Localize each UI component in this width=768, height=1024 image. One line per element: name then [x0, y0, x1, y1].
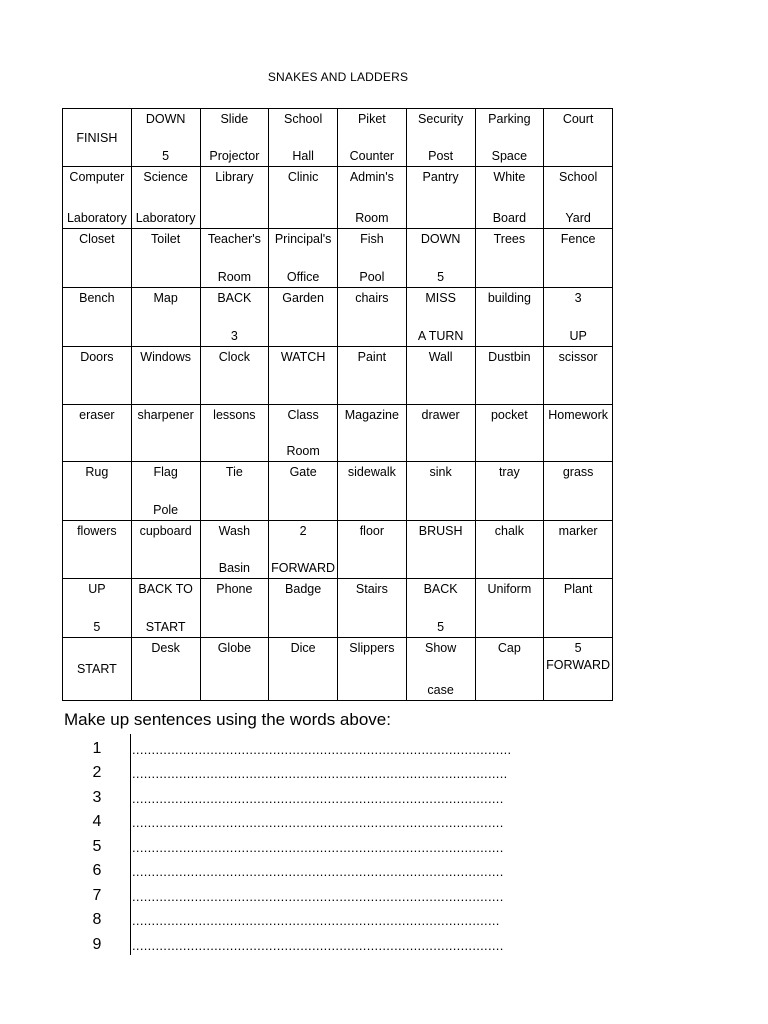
- cell-label: Bench: [79, 291, 115, 305]
- board-cell: [269, 405, 338, 462]
- board-cell: [406, 521, 475, 579]
- cell-label-line2: 5: [162, 149, 170, 163]
- cell-label-line2: Room: [217, 270, 252, 284]
- board-cell: [475, 405, 544, 462]
- line-number: 3: [92, 788, 102, 806]
- cell-label: Paint: [357, 350, 387, 364]
- cell-label: Wall: [428, 350, 453, 364]
- cell-label: Dustbin: [488, 350, 531, 364]
- answer-line[interactable]: [86, 734, 566, 759]
- cell-label-line1: DOWN: [145, 112, 186, 126]
- dotted-writing-line[interactable]: ...............................................................................................: [132, 864, 504, 879]
- cell-label: Windows: [140, 350, 191, 364]
- board-cell: [200, 109, 269, 167]
- board-cell: [200, 229, 269, 288]
- board-cell: [200, 638, 269, 701]
- cell-label-line2: 5: [437, 620, 445, 634]
- board-cell: [131, 638, 200, 701]
- cell-label-line1: Security: [418, 112, 464, 126]
- board-cell: [544, 167, 613, 229]
- cell-label-line2: Basin: [218, 561, 251, 575]
- cell-label: Pantry: [422, 170, 459, 184]
- cell-label-line2: Hall: [292, 149, 314, 163]
- board-cell: [475, 347, 544, 405]
- board-cell: [544, 347, 613, 405]
- board-cell: [63, 167, 132, 229]
- cell-label: drawer: [421, 408, 460, 422]
- board-cell: [406, 347, 475, 405]
- board-cell: [406, 638, 475, 701]
- board-cell: [63, 109, 132, 167]
- cell-label-line1: Fish: [360, 232, 384, 246]
- cell-label-line2: Pool: [359, 270, 385, 284]
- board-cell: [63, 521, 132, 579]
- cell-label: Closet: [79, 232, 115, 246]
- cell-label: sink: [429, 465, 452, 479]
- cell-label: Library: [215, 170, 254, 184]
- cell-label-line1: Computer: [69, 170, 125, 184]
- board-cell: [544, 229, 613, 288]
- board-cell: [338, 167, 407, 229]
- snakes-and-ladders-board: [62, 108, 613, 701]
- cell-label-line2: Post: [428, 149, 454, 163]
- cell-label: tray: [498, 465, 520, 479]
- cell-label: Tie: [225, 465, 243, 479]
- cell-label-line2: Projector: [209, 149, 260, 163]
- cell-label-line1: Piket: [357, 112, 386, 126]
- cell-label: Slippers: [349, 641, 395, 655]
- line-number: 9: [92, 935, 102, 953]
- answer-line[interactable]: [86, 930, 566, 955]
- board-row: [63, 521, 613, 579]
- cell-label: sharpener: [137, 408, 194, 422]
- cell-label-line1: BACK TO: [138, 582, 193, 596]
- board-cell: [131, 579, 200, 638]
- dotted-writing-line[interactable]: ...............................................................................................: [132, 839, 504, 855]
- board-row: [63, 405, 613, 462]
- board-cell: [406, 405, 475, 462]
- answer-line[interactable]: [86, 759, 566, 784]
- cell-label: Clock: [218, 350, 250, 364]
- cell-label-line1: Wash: [218, 524, 251, 538]
- cell-label-line1: 3: [574, 291, 582, 305]
- board-cell: [338, 288, 407, 347]
- cell-label-line2: START: [145, 620, 186, 634]
- cell-label: marker: [558, 524, 598, 538]
- board-row: [63, 229, 613, 288]
- board-cell: [338, 579, 407, 638]
- board-cell: [131, 347, 200, 405]
- line-number: 1: [92, 739, 102, 757]
- board-cell: [131, 109, 200, 167]
- cell-label: Rug: [85, 465, 109, 479]
- cell-label-line1: Flag: [153, 465, 178, 479]
- board-cell: [544, 521, 613, 579]
- cell-label: Fence: [560, 232, 596, 246]
- cell-label: Trees: [493, 232, 526, 246]
- answer-line[interactable]: [86, 832, 566, 857]
- board-cell: [475, 167, 544, 229]
- line-number: 6: [92, 862, 102, 879]
- cell-label-line1: BACK: [217, 291, 252, 305]
- board-row: [63, 462, 613, 521]
- dotted-writing-line[interactable]: ...............................................................................................: [132, 815, 504, 830]
- board-cell: [544, 638, 613, 701]
- board-cell: [200, 347, 269, 405]
- cell-label-line2: A TURN: [417, 329, 464, 343]
- cell-label-line2: Laboratory: [66, 211, 127, 225]
- cell-label-line2: Yard: [565, 211, 591, 225]
- cell-label-line2: Board: [492, 211, 527, 225]
- board-cell: [338, 347, 407, 405]
- board-cell: [131, 405, 200, 462]
- board-cell: [475, 579, 544, 638]
- board-cell: [63, 579, 132, 638]
- cell-label: Globe: [217, 641, 252, 655]
- board-cell: [131, 167, 200, 229]
- cell-label-line2: 5: [437, 270, 445, 284]
- cell-label: Court: [562, 112, 594, 126]
- board-cell: [200, 462, 269, 521]
- cell-label: floor: [359, 524, 385, 538]
- cell-label: Stairs: [355, 582, 388, 596]
- board-cell: [131, 462, 200, 521]
- answer-line[interactable]: [86, 857, 566, 882]
- cell-label-line2: Office: [286, 270, 320, 284]
- board-cell: [131, 229, 200, 288]
- cell-label-line2: Room: [286, 444, 320, 458]
- page-title: SNAKES AND LADDERS: [267, 70, 409, 84]
- dotted-writing-line[interactable]: ..............................................................................................: [132, 913, 500, 928]
- cell-label-line2: Room: [355, 211, 389, 225]
- cell-label: Map: [153, 291, 178, 305]
- board-cell: [269, 229, 338, 288]
- cell-label: Clinic: [287, 170, 319, 184]
- cell-label: Desk: [151, 641, 180, 655]
- cell-label-line1: Class: [287, 408, 319, 422]
- exercise-prompt: Make up sentences using the words above:: [64, 710, 391, 729]
- cell-label: WATCH: [280, 350, 326, 364]
- cell-label-line1: School: [284, 112, 323, 126]
- board-row: [63, 288, 613, 347]
- board-cell: [269, 167, 338, 229]
- board-row: [63, 638, 613, 701]
- cell-label-line2: FORWARD: [271, 561, 336, 575]
- board-cell: [269, 288, 338, 347]
- cell-label-line2: 5: [93, 620, 101, 634]
- board-cell: [269, 109, 338, 167]
- cell-label: lessons: [213, 408, 256, 422]
- cell-label: Uniform: [487, 582, 532, 596]
- board-cell: [475, 288, 544, 347]
- cell-label-line2: case: [427, 683, 454, 697]
- answer-line[interactable]: [86, 881, 566, 906]
- dotted-writing-line[interactable]: ...............................................................................................: [132, 790, 504, 806]
- board-cell: [269, 347, 338, 405]
- board-cell: [406, 109, 475, 167]
- board-cell: [200, 167, 269, 229]
- board-row: [63, 347, 613, 405]
- board-row: [63, 579, 613, 638]
- cell-label: cupboard: [139, 524, 192, 538]
- board-cell: [63, 405, 132, 462]
- board-cell: [406, 462, 475, 521]
- cell-label: START: [76, 662, 117, 676]
- board-cell: [338, 229, 407, 288]
- board-cell: [406, 288, 475, 347]
- dotted-writing-line[interactable]: .................................................................................................: [132, 741, 512, 757]
- cell-label: BRUSH: [418, 524, 463, 538]
- cell-label-line1: Science: [143, 170, 188, 184]
- board-cell: [200, 405, 269, 462]
- cell-label-line1: Admin's: [349, 170, 394, 184]
- board-cell: [475, 229, 544, 288]
- answer-line[interactable]: [86, 906, 566, 931]
- board-cell: [338, 521, 407, 579]
- board-cell: [338, 462, 407, 521]
- board-cell: [544, 405, 613, 462]
- cell-label: Homework: [548, 408, 608, 422]
- cell-label-line1: MISS: [425, 291, 456, 305]
- board-cell: [63, 347, 132, 405]
- cell-label: Phone: [216, 582, 253, 596]
- line-number: 7: [92, 886, 102, 904]
- board-cell: [475, 638, 544, 701]
- board-cell: [338, 405, 407, 462]
- cell-label-line2: Pole: [153, 503, 179, 517]
- cell-label-line2: Counter: [349, 149, 395, 163]
- board-cell: [544, 109, 613, 167]
- board-cell: [269, 638, 338, 701]
- cell-label: building: [487, 291, 531, 305]
- board-cell: [269, 521, 338, 579]
- cell-label: Dice: [290, 641, 316, 655]
- board-cell: [200, 579, 269, 638]
- board-cell: [475, 109, 544, 167]
- board-cell: [269, 579, 338, 638]
- cell-label: scissor: [558, 350, 598, 364]
- board-cell: [338, 109, 407, 167]
- cell-label: Gate: [289, 465, 317, 479]
- line-number: 5: [92, 837, 102, 855]
- cell-label-line1: Show: [424, 641, 457, 655]
- cell-label: flowers: [77, 524, 117, 538]
- cell-label-line1: 5: [574, 641, 582, 655]
- sentence-lines: [86, 734, 566, 955]
- cell-label: Plant: [563, 582, 593, 596]
- line-number: 2: [92, 764, 102, 781]
- board-cell: [406, 167, 475, 229]
- cell-label-line1: Principal's: [274, 232, 332, 246]
- line-number: 8: [92, 911, 102, 928]
- cell-label-line1: 2: [299, 524, 307, 538]
- board-cell: [63, 229, 132, 288]
- cell-label: grass: [562, 465, 594, 479]
- board-cell: [544, 579, 613, 638]
- board-cell: [338, 638, 407, 701]
- answer-line[interactable]: [86, 783, 566, 808]
- cell-label-line2: Laboratory: [135, 211, 196, 225]
- board-cell: [269, 462, 338, 521]
- cell-label-line1: White: [493, 170, 526, 184]
- cell-label-line1: Slide: [220, 112, 249, 126]
- board-cell: [131, 521, 200, 579]
- cell-label-line2: Space: [491, 149, 528, 163]
- board-cell: [63, 288, 132, 347]
- board-cell: [406, 579, 475, 638]
- cell-label: FINISH: [76, 130, 118, 145]
- board-cell: [475, 462, 544, 521]
- cell-label-line1: Parking: [488, 112, 531, 126]
- board-row: [63, 167, 613, 229]
- cell-label: Toilet: [151, 232, 181, 246]
- dotted-writing-line[interactable]: ...............................................................................................: [132, 937, 504, 953]
- cell-label-line1: School: [559, 170, 598, 184]
- cell-label: chairs: [355, 291, 389, 305]
- board-cell: [200, 288, 269, 347]
- board-cell: [475, 521, 544, 579]
- cell-label: chalk: [494, 524, 524, 538]
- board-cell: [406, 229, 475, 288]
- cell-label-line1: Teacher's: [207, 232, 261, 246]
- cell-label: Doors: [80, 350, 114, 364]
- cell-label-line2: UP: [569, 329, 587, 343]
- dotted-writing-line[interactable]: ...............................................................................................: [132, 888, 504, 904]
- line-number: 4: [92, 813, 102, 830]
- cell-label: pocket: [490, 408, 528, 422]
- board-cell: [63, 462, 132, 521]
- cell-label: Magazine: [344, 408, 399, 422]
- cell-label-line1: UP: [88, 582, 106, 596]
- cell-label-line1: DOWN: [420, 232, 461, 246]
- board-cell: [63, 638, 132, 701]
- board-row: [63, 109, 613, 167]
- cell-label: Badge: [285, 582, 322, 596]
- dotted-writing-line[interactable]: ................................................................................................: [132, 766, 508, 781]
- board-cell: [544, 462, 613, 521]
- cell-label-line1: BACK: [423, 582, 458, 596]
- cell-label-line2: 3: [230, 329, 238, 343]
- board-cell: [131, 288, 200, 347]
- cell-label: Garden: [282, 291, 324, 305]
- cell-label-line2: FORWARD: [546, 658, 611, 672]
- answer-line[interactable]: [86, 808, 566, 833]
- cell-label: eraser: [79, 408, 115, 422]
- cell-label: Cap: [497, 641, 521, 655]
- board-cell: [544, 288, 613, 347]
- cell-label: sidewalk: [347, 465, 396, 479]
- board-cell: [200, 521, 269, 579]
